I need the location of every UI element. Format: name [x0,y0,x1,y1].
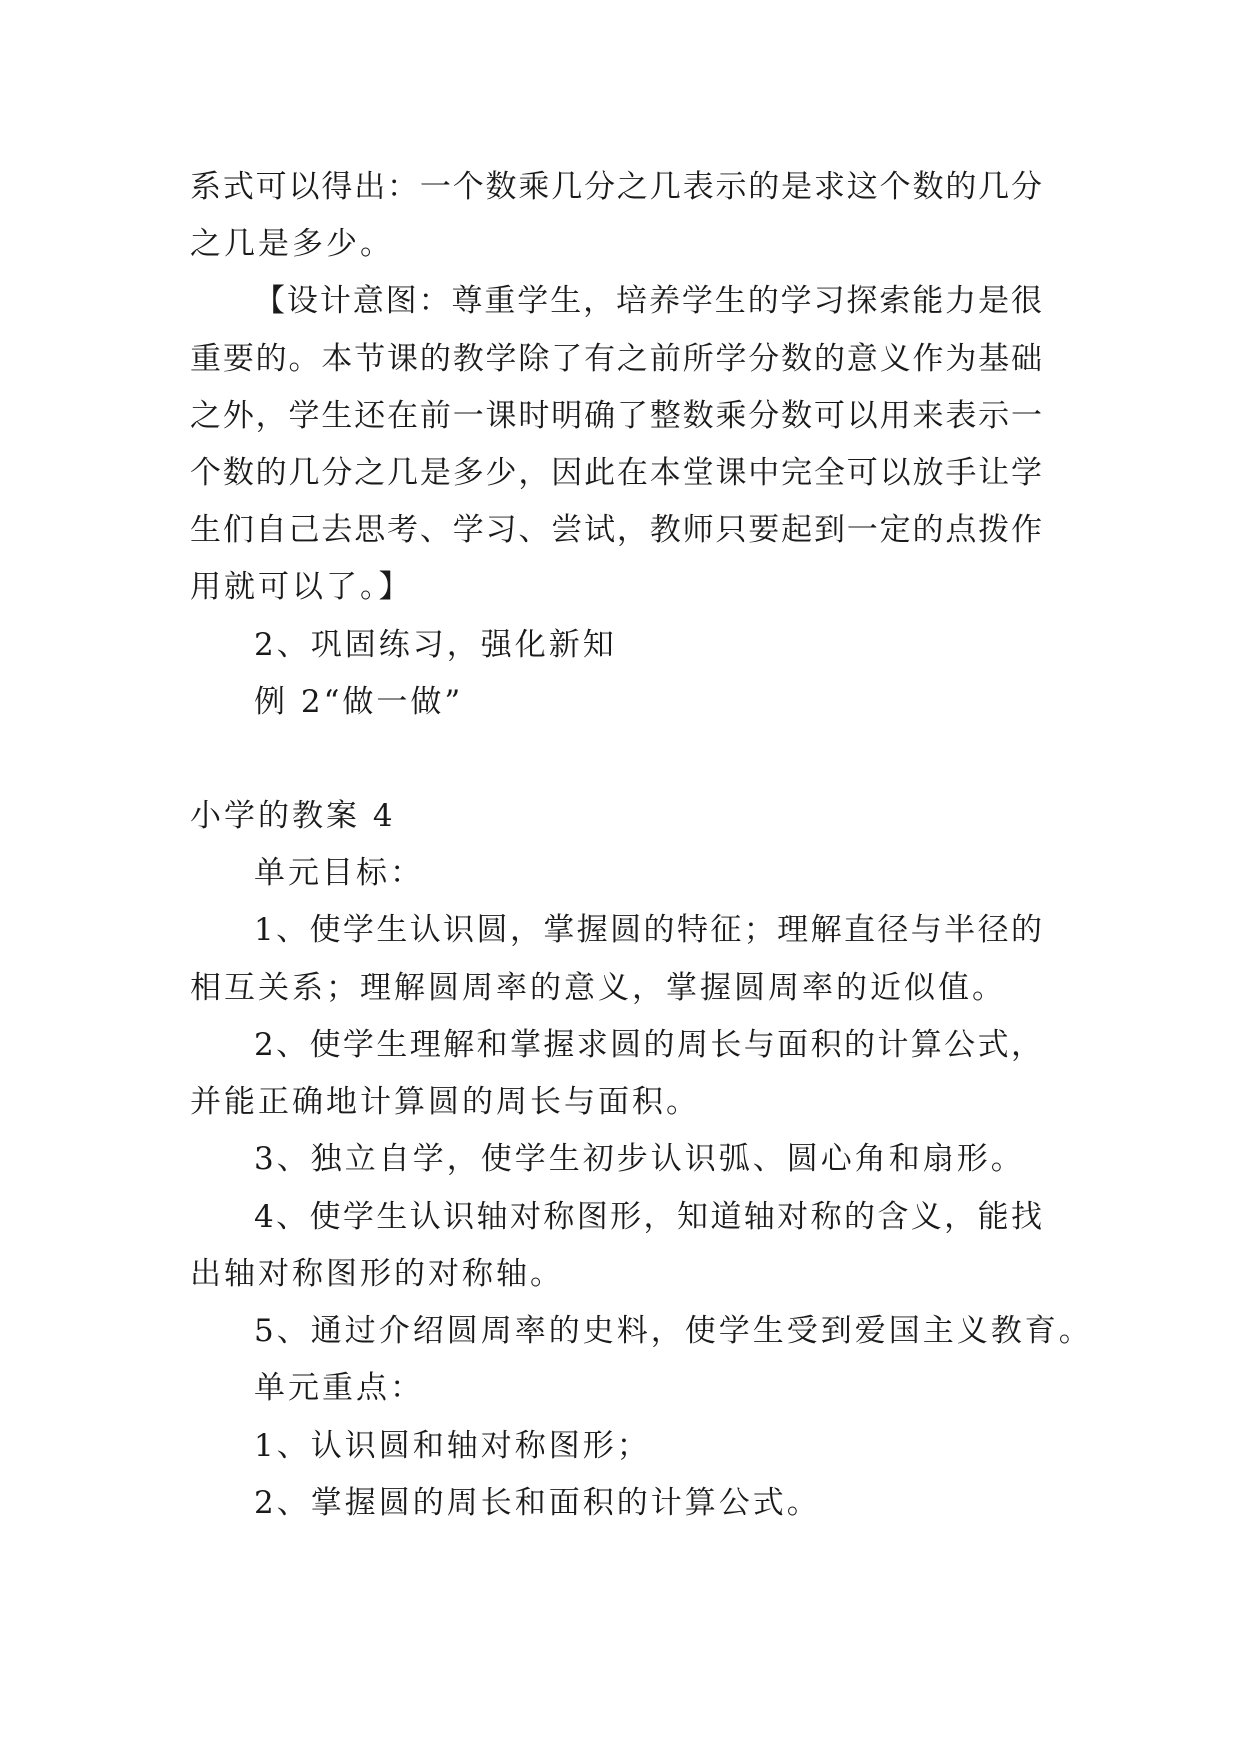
text-line-1: 系式可以得出：一个数乘几分之几表示的是求这个数的几分 [190,169,1042,205]
goal-4-line-2: 出轴对称图形的对称轴。 [190,1256,564,1292]
goal-4-line-1: 4、使学生认识轴对称图形，知道轴对称的含义，能找 [254,1199,1042,1235]
example-label: 例 2“做一做” [254,684,464,720]
goal-2-line-1: 2、使学生理解和掌握求圆的周长与面积的计算公式， [254,1027,1042,1063]
text-line-5: 之外，学生还在前一课时明确了整数乘分数可以用来表示一 [190,398,1042,434]
goal-2-line-2: 并能正确地计算圆的周长与面积。 [190,1084,700,1120]
text-line-8: 用就可以了。】 [190,569,413,605]
goal-3: 3、独立自学，使学生初步认识弧、圆心角和扇形。 [254,1141,1025,1177]
text-line-4: 重要的。本节课的教学除了有之前所学分数的意义作为基础 [190,341,1042,377]
goal-1-line-2: 相互关系；理解圆周率的意义，掌握圆周率的近似值。 [190,970,1006,1006]
section-heading-practice: 2、巩固练习，强化新知 [254,627,617,663]
focus-1: 1、认识圆和轴对称图形； [254,1428,651,1464]
text-line-6: 个数的几分之几是多少，因此在本堂课中完全可以放手让学 [190,455,1042,491]
goal-5: 5、通过介绍圆周率的史料，使学生受到爱国主义教育。 [254,1313,1093,1349]
goal-1-line-1: 1、使学生认识圆，掌握圆的特征；理解直径与半径的 [254,912,1042,948]
text-line-7: 生们自己去思考、学习、尝试，教师只要起到一定的点拨作 [190,512,1042,548]
unit-focus-heading: 单元重点： [254,1370,424,1406]
focus-2: 2、掌握圆的周长和面积的计算公式。 [254,1485,821,1521]
design-intent-line-1: 【设计意图：尊重学生，培养学生的学习探索能力是很 [254,283,1042,319]
text-line-2: 之几是多少。 [190,226,394,262]
lesson-plan-title: 小学的教案 4 [190,798,396,834]
unit-goals-heading: 单元目标： [254,855,424,891]
